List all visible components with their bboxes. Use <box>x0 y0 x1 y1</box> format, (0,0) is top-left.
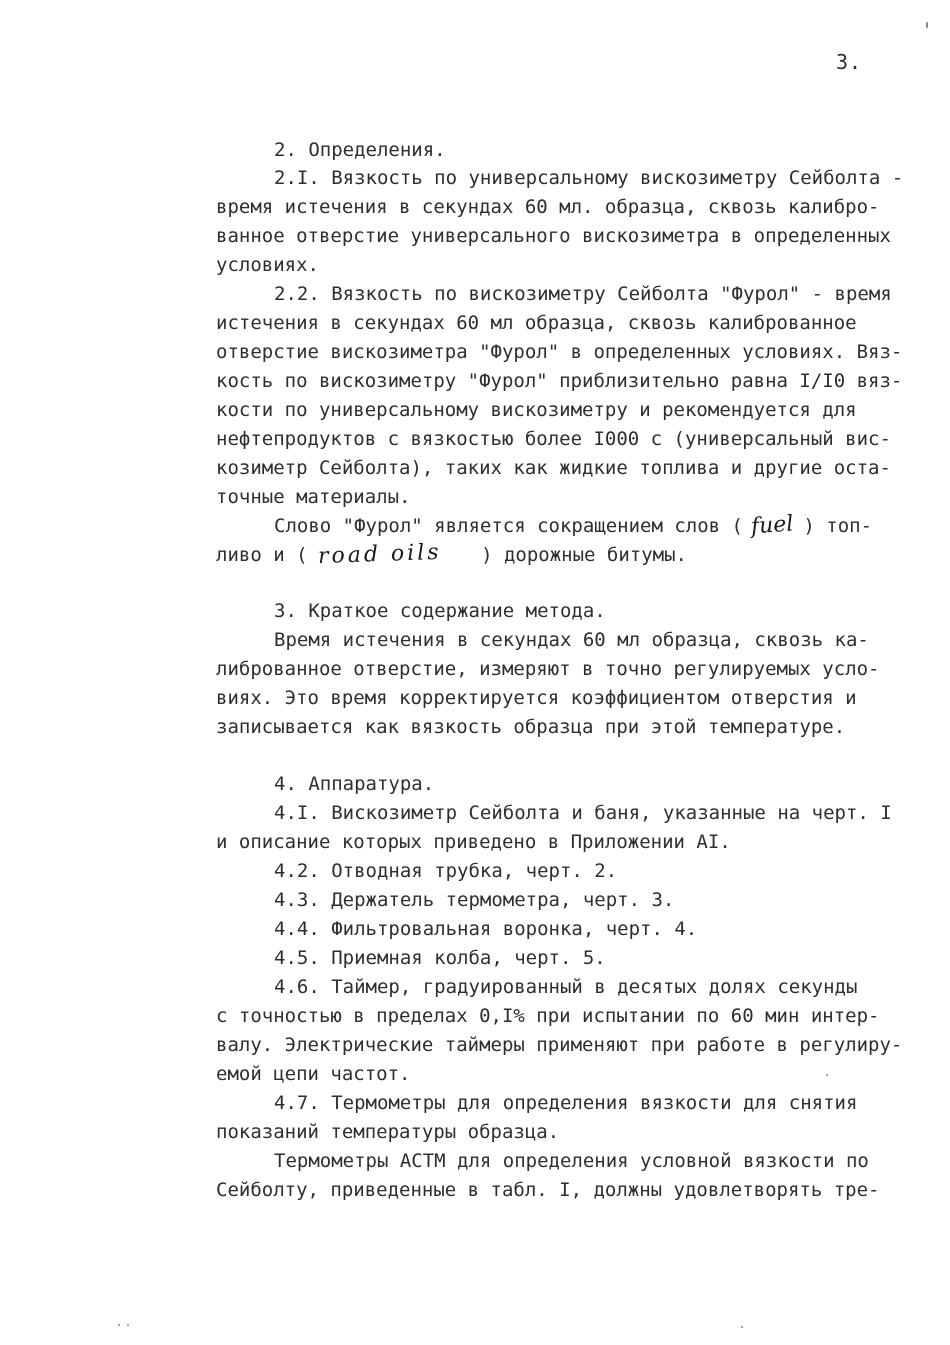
section-heading-apparatus: 4. Аппаратура. <box>274 773 435 795</box>
scan-speck <box>127 1324 129 1326</box>
furol-note-text: ливо и ( <box>216 544 308 566</box>
text-line: козиметр Сейболта), таких как жидкие топлива и другие оста- <box>216 457 891 479</box>
text-line: Время истечения в секундах 60 мл образца, сквозь ка- <box>274 629 869 651</box>
page-number: 3. <box>836 50 863 74</box>
furol-note-text: ) топ- <box>803 515 873 537</box>
text-line: истечения в секундах 60 мл образца, сквозь калиброванное <box>216 312 857 334</box>
text-line: кость по вискозиметру "Фурол" приблизительно равна I/I0 вяз- <box>216 370 903 392</box>
text-line: время истечения в секундах 60 мл. образца, сквозь калибро- <box>216 196 880 218</box>
scan-speck <box>926 22 928 28</box>
text-line: ванное отверстие универсального вискозиметра в определенных <box>216 225 891 247</box>
text-line: виях. Это время корректируется коэффициентом отверстия и <box>216 687 857 709</box>
text-line: 2.I. Вязкость по универсальному вискозиметру Сейболта - <box>274 167 904 189</box>
section-heading-summary: 3. Краткое содержание метода. <box>274 600 606 622</box>
furol-note-text: Слово "Фурол" является сокращением слов ( <box>274 515 743 537</box>
section-heading-definitions: 2. Определения. <box>274 139 446 161</box>
text-line: валу. Электрические таймеры применяют при работе в регулиру- <box>216 1034 903 1056</box>
text-line: емой цепи частот. <box>216 1063 411 1085</box>
text-line: 4.6. Таймер, градуированный в десятых долях секунды <box>274 976 858 998</box>
text-line: показаний температуры образца. <box>216 1121 560 1143</box>
handwritten-fuel: fuel <box>750 511 795 540</box>
scan-speck <box>826 1074 828 1076</box>
text-line: условиях. <box>216 254 319 276</box>
text-line: точные материалы. <box>216 486 411 508</box>
text-line: записывается как вязкость образца при этой температуре. <box>216 716 846 738</box>
text-line: 4.2. Отводная трубка, черт. 2. <box>274 860 618 882</box>
furol-note-line-2 <box>216 539 687 570</box>
text-line: нефтепродуктов с вязкостью более I000 с (универсальный вис- <box>216 428 891 450</box>
furol-note-text: ) дорожные битумы. <box>481 544 687 566</box>
scan-speck <box>118 1324 120 1326</box>
furol-note-line-1 <box>274 511 873 540</box>
text-line: 4.3. Держатель термометра, черт. 3. <box>274 889 675 911</box>
text-line: Термометры АСТМ для определения условной вязкости по <box>274 1150 869 1172</box>
text-line: 2.2. Вязкость по вискозиметру Сейболта "Фурол" - время <box>274 283 892 305</box>
text-line: кости по универсальному вискозиметру и рекомендуется для <box>216 399 857 421</box>
handwritten-road-oils: road oils <box>317 539 442 570</box>
text-line: 4.7. Термометры для определения вязкости для снятия <box>274 1092 858 1114</box>
text-line: и описание которых приведено в Приложении АI. <box>216 831 731 853</box>
text-line: либрованное отверстие, измеряют в точно регулируемых усло- <box>216 658 880 680</box>
text-line: 4.4. Фильтровальная воронка, черт. 4. <box>274 918 698 940</box>
text-line: Сейболту, приведенные в табл. I, должны удовлетворять тре- <box>216 1179 880 1201</box>
text-line: с точностью в пределах 0,I% при испытании по 60 мин интер- <box>216 1005 880 1027</box>
text-line: 4.I. Вискозиметр Сейболта и баня, указанные на черт. I <box>274 802 892 824</box>
scan-speck <box>741 1326 743 1328</box>
text-line: отверстие вискозиметра "Фурол" в определенных условиях. Вяз- <box>216 341 903 363</box>
text-line: 4.5. Приемная колба, черт. 5. <box>274 947 606 969</box>
